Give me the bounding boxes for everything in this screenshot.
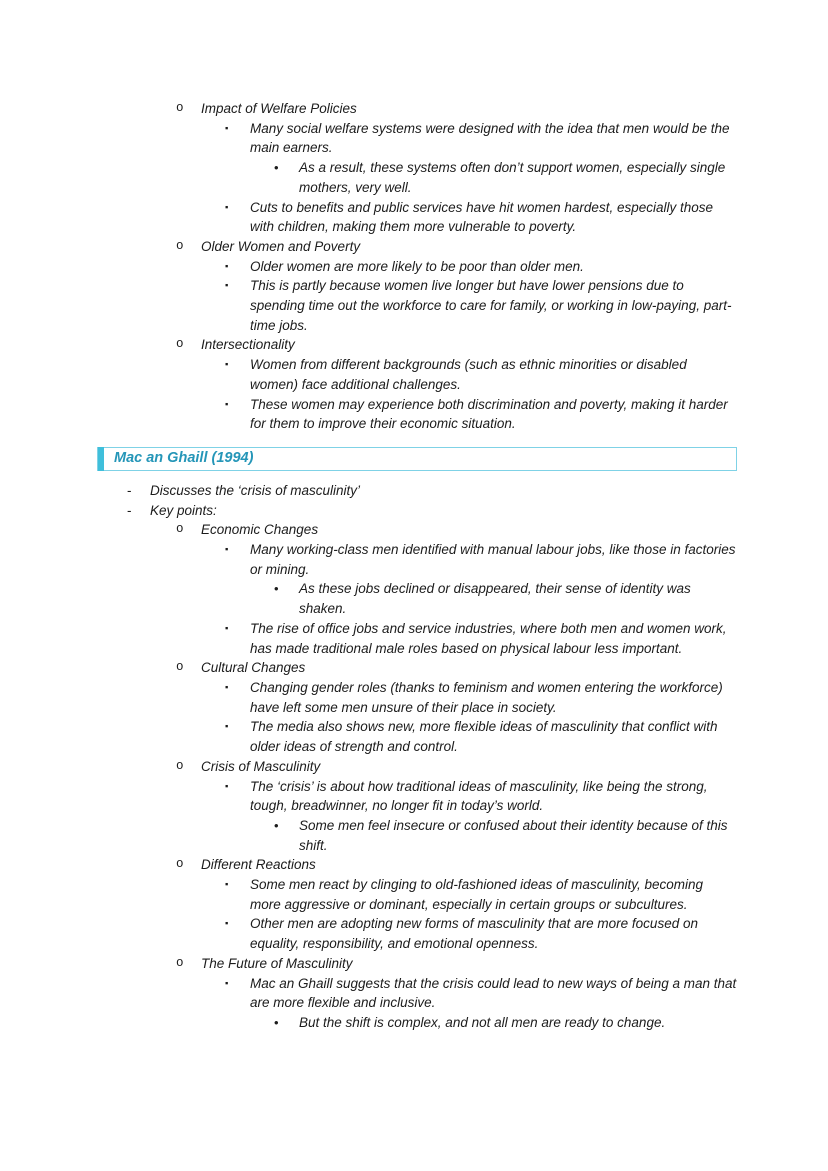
list-item-text: The Future of Masculinity [201, 955, 353, 971]
list-item [97, 158, 737, 197]
list-item-text: Economic Changes [201, 522, 319, 538]
square-bullet-icon: ▪ [225, 977, 229, 989]
list-item [97, 777, 737, 816]
dot-bullet-icon: • [274, 160, 279, 176]
circle-bullet-icon: o [176, 522, 184, 537]
list-item-text: The media also shows new, more flexible ideas of masculinity that conflict with older ideas of strength and control. [250, 719, 718, 755]
list-item-text: Intersectionality [201, 337, 295, 353]
square-bullet-icon: ▪ [225, 780, 229, 792]
square-bullet-icon: ▪ [225, 201, 229, 213]
list-item-text: Key points: [150, 502, 217, 518]
list-item [97, 914, 737, 953]
circle-bullet-icon: o [176, 101, 184, 115]
list-item-text: Older Women and Poverty [201, 238, 361, 254]
square-bullet-icon: ▪ [225, 260, 229, 272]
list-item-text: As a result, these systems often don’t support women, especially single mothers, very well. [299, 160, 726, 195]
list-item-text: Mac an Ghaill suggests that the crisis could lead to new ways of being a man that are more flexible and inclusive. [250, 975, 737, 1011]
dot-bullet-icon: • [274, 581, 279, 597]
square-bullet-icon: ▪ [225, 879, 229, 891]
list-item-text: Cuts to benefits and public services have hit women hardest, especially those with children, making them more vulnerable to poverty. [250, 199, 714, 235]
circle-bullet-icon: o [176, 660, 184, 675]
list-item [97, 276, 737, 335]
list-item-text: But the shift is complex, and not all men are ready to change. [299, 1014, 666, 1030]
list-item-text: Some men feel insecure or confused about their identity because of this shift. [299, 817, 728, 853]
list-item [97, 119, 737, 158]
square-bullet-icon: ▪ [225, 622, 229, 634]
list-item [97, 1013, 737, 1033]
list-item [97, 501, 737, 521]
list-item-text: These women may experience both discrimination and poverty, making it harder for them to improve their economic situation. [250, 396, 728, 432]
list-item [97, 974, 737, 1013]
circle-bullet-icon: o [176, 955, 184, 970]
list-item [97, 717, 737, 756]
list-item-text: Changing gender roles (thanks to feminism and women entering the workforce) have left some men unsure of their place in society. [250, 679, 723, 715]
list-item [97, 816, 737, 855]
list-item-text: As these jobs declined or disappeared, their sense of identity was shaken. [299, 581, 691, 617]
circle-bullet-icon: o [176, 238, 184, 253]
list-item-text: Different Reactions [201, 857, 316, 873]
list-item [97, 540, 737, 579]
list-item-text: Some men react by clinging to old-fashioned ideas of masculinity, becoming more aggressive or dominant, especially in certain groups or subcultures. [250, 877, 703, 912]
square-bullet-icon: ▪ [225, 398, 229, 410]
list-item [97, 875, 737, 914]
list-item-text: Discusses the ‘crisis of masculinity’ [150, 482, 361, 498]
list-item [97, 757, 737, 777]
list-item-text: Many social welfare systems were designed with the idea that men would be the main earners. [250, 120, 730, 156]
list-item [97, 257, 737, 277]
square-bullet-icon: ▪ [225, 681, 229, 693]
circle-bullet-icon: o [176, 337, 184, 352]
list-item [97, 855, 737, 875]
list-item [97, 678, 737, 717]
list-item [97, 335, 737, 355]
square-bullet-icon: ▪ [225, 918, 229, 930]
square-bullet-icon: ▪ [225, 359, 229, 371]
square-bullet-icon: ▪ [225, 122, 229, 134]
list-item-text: The ‘crisis’ is about how traditional ideas of masculinity, like being the strong, tough, breadwinner, no longer fit in today’s world. [250, 778, 708, 814]
list-item-text: Older women are more likely to be poor than older men. [250, 258, 584, 274]
dash-bullet-icon: - [127, 482, 132, 498]
dot-bullet-icon: • [274, 817, 279, 833]
list-item [97, 658, 737, 678]
list-item [97, 579, 737, 618]
list-item [97, 198, 737, 237]
list-item [97, 954, 737, 974]
list-item-text: Cultural Changes [201, 660, 306, 676]
list-item-text: The rise of office jobs and service industries, where both men and women work, has made traditional male roles based on physical labour less important. [250, 620, 727, 656]
list-item-text: Impact of Welfare Policies [201, 101, 357, 116]
list-item-text: Crisis of Masculinity [201, 758, 321, 774]
list-item-text: Many working-class men identified with manual labour jobs, like those in factories or mining. [250, 542, 736, 577]
square-bullet-icon: ▪ [225, 721, 229, 733]
circle-bullet-icon: o [176, 758, 184, 773]
list-item [97, 481, 737, 501]
heading-accent-bar [98, 447, 104, 471]
list-item [97, 99, 737, 119]
section-heading [97, 447, 737, 471]
list-item [97, 520, 737, 540]
list-item [97, 237, 737, 257]
document-page [97, 99, 737, 1033]
circle-bullet-icon: o [176, 857, 184, 872]
list-item-text: Other men are adopting new forms of masculinity that are more focused on equality, responsibility, and emotional openness. [250, 916, 698, 952]
list-item [97, 619, 737, 658]
section-heading-title: Mac an Ghaill (1994) [114, 449, 254, 466]
dot-bullet-icon: • [274, 1014, 279, 1030]
dash-bullet-icon: - [127, 502, 132, 518]
square-bullet-icon: ▪ [225, 280, 229, 292]
list-item [97, 395, 737, 434]
list-item [97, 355, 737, 394]
list-item-text: This is partly because women live longer but have lower pensions due to spending time out the workforce to care for family, or working in low-paying, part-time jobs. [250, 278, 732, 333]
list-item-text: Women from different backgrounds (such as ethnic minorities or disabled women) face additional challenges. [250, 357, 687, 392]
square-bullet-icon: ▪ [225, 544, 229, 556]
